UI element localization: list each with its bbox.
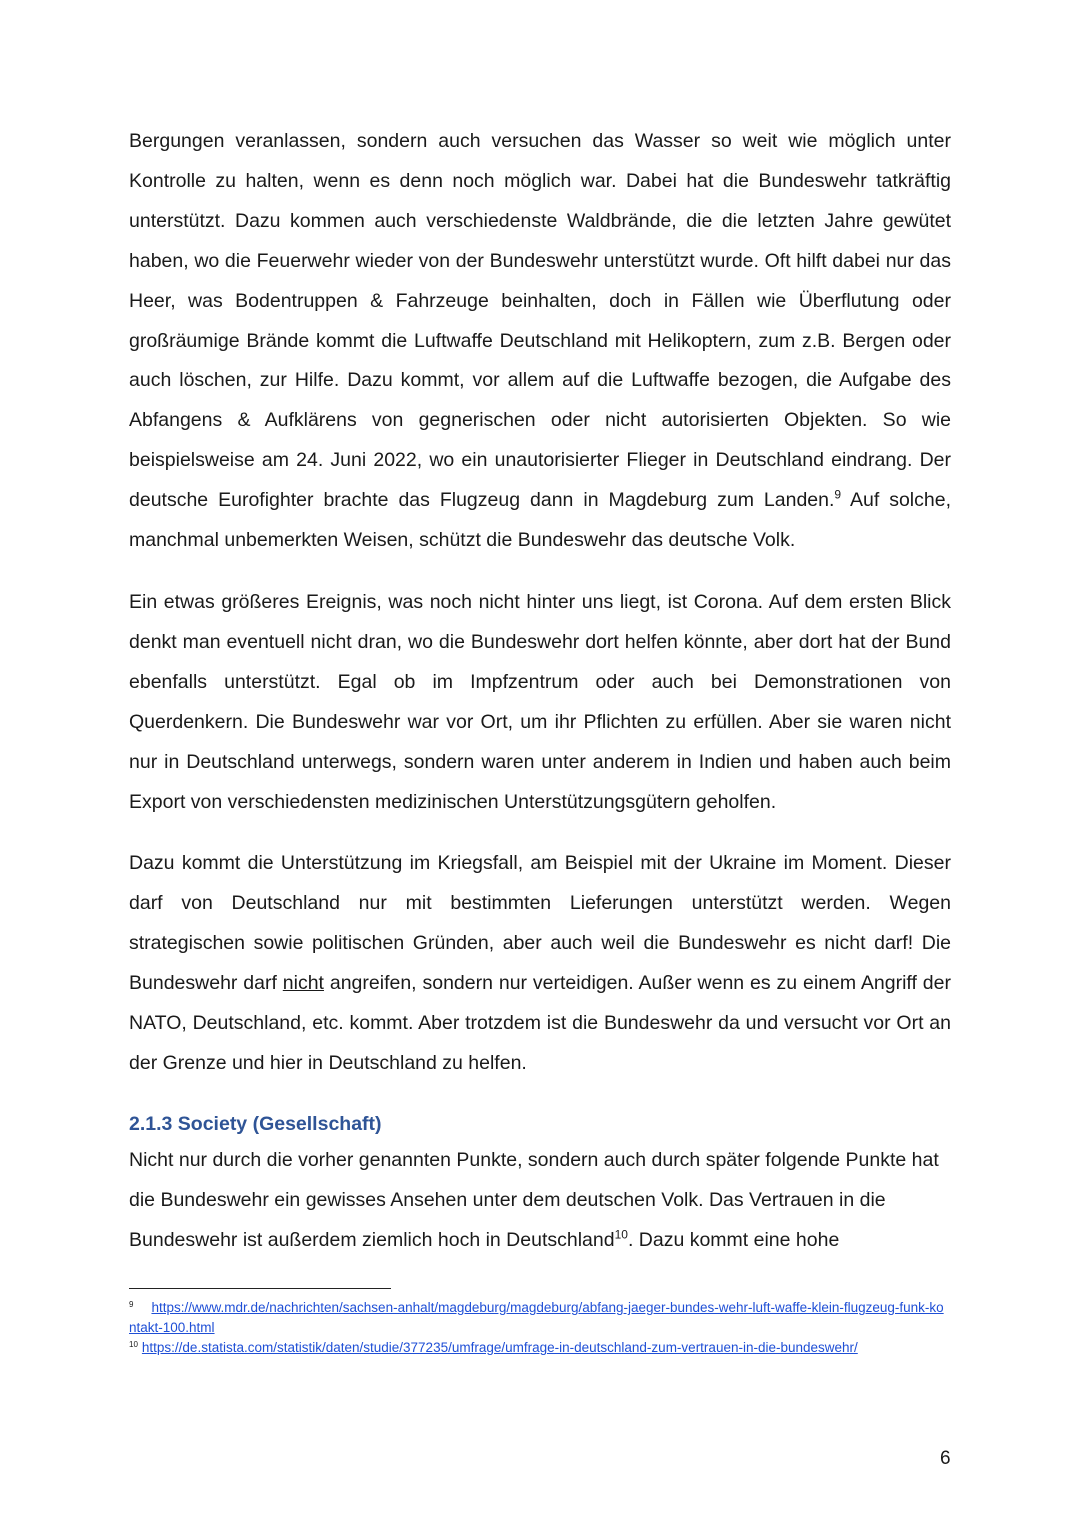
footnote-link[interactable]: https://www.mdr.de/nachrichten/sachsen-anhalt/magdeburg/magdeburg/abfang-jaeger-bundes-wehr-luft-waffe-klein-flugzeug-funk-kontakt-100.html [129,1300,944,1335]
paragraph-rescue-missions [129,122,951,561]
page-number: 6 [940,1448,951,1469]
footnote-number: 10 [129,1339,138,1349]
section-heading: 2.1.3 Society (Gesellschaft) [129,1113,382,1135]
footnote-link[interactable]: https://de.statista.com/statistik/daten/studie/377235/umfrage/umfrage-in-deutschland-zum-vertrauen-in-die-bundeswehr/ [141,1340,858,1355]
footnote-number: 9 [129,1299,134,1309]
footnote-reference-9[interactable]: 9 [834,487,842,502]
footnotes [129,1298,951,1358]
footnote-separator [129,1288,391,1289]
paragraph-corona: Ein etwas größeres Ereignis, was noch nicht hinter uns liegt, ist Corona. Auf dem ersten Blick denkt man eventuell nicht dran, wo die Bundeswehr dort helfen könnte, aber dort hat der Bund ebenfalls unterstützt. Egal ob im Impfzentrum oder auch bei Demonstrationen von Querdenkern. Die Bundeswehr war vor Ort, um ihr Pflichten zu erfüllen. Aber sie waren nicht nur in Deutschland unterwegs, sondern waren unter anderem in Indien und haben auch beim Export von verschiedensten medizinischen Unterstützungsgütern geholfen. [129,591,951,813]
paragraph-text: . Dazu kommt eine hohe [627,1228,840,1251]
paragraph-text: Nicht nur durch die vorher genannten Punkte, sondern auch durch später folgende Punkte hat die Bundeswehr ein gewisses Ansehen unter dem deutschen Volk. Das Vertrauen in die Bundeswehr ist außerdem ziemlich hoch in Deutschland [129,1149,939,1251]
paragraph-text: Bergungen veranlassen, sondern auch versuchen das Wasser so weit wie möglich unter Kontrolle zu halten, wenn es denn noch möglich war. Dabei hat die Bundeswehr tatkräftig unterstützt. Dazu kommen auch verschiedenste Waldbrände, die die letzten Jahre gewütet haben, wo die Feuerwehr wieder von der Bundeswehr unterstützt wurde. Oft hilft dabei nur das Heer, was Bodentruppen & Fahrzeuge beinhalten, doch in Fällen wie Überflutung oder großräumige Brände kommt die Luftwaffe Deutschland mit Helikoptern, zum z.B. Bergen oder auch löschen, zur Hilfe. Dazu kommt, vor allem auf die Luftwaffe bezogen, die Aufgabe des Abfangens & Aufklärens von gegnerischen oder nicht autorisierten Objekten. So wie beispielsweise am 24. Juni 2022, wo ein unautorisierter Flieger in Deutschland eindrang. Der deutsche Eurofighter brachte das Flugzeug dann in Magdeburg zum Landen. [129,130,951,512]
footnote-9 [129,1298,951,1338]
paragraph-text: angreifen, sondern nur verteidigen. Außer wenn es zu einem Angriff der NATO, Deutschland, etc. kommt. Aber trotzdem ist die Bundeswehr da und versucht vor Ort an der Grenze und hier in Deutschland zu helfen. [129,971,951,1074]
underlined-word: nicht [282,971,324,994]
paragraph-text: Auf solche, manchmal unbemerkten Weisen, schützt die Bundeswehr das deutsche Volk. [129,489,951,552]
paragraph-society [129,1141,951,1261]
footnote-reference-10[interactable]: 10 [614,1227,628,1242]
footnote-10 [129,1338,951,1358]
paragraph-text: Dazu kommt die Unterstützung im Kriegsfall, am Beispiel mit der Ukraine im Moment. Dieser darf von Deutschland nur mit bestimmten Lieferungen unterstützt werden. Wegen strategischen sowie politischen Gründen, aber auch weil die Bundeswehr es nicht darf! Die Bundeswehr darf [129,852,951,994]
paragraph-war-support [129,844,951,1083]
